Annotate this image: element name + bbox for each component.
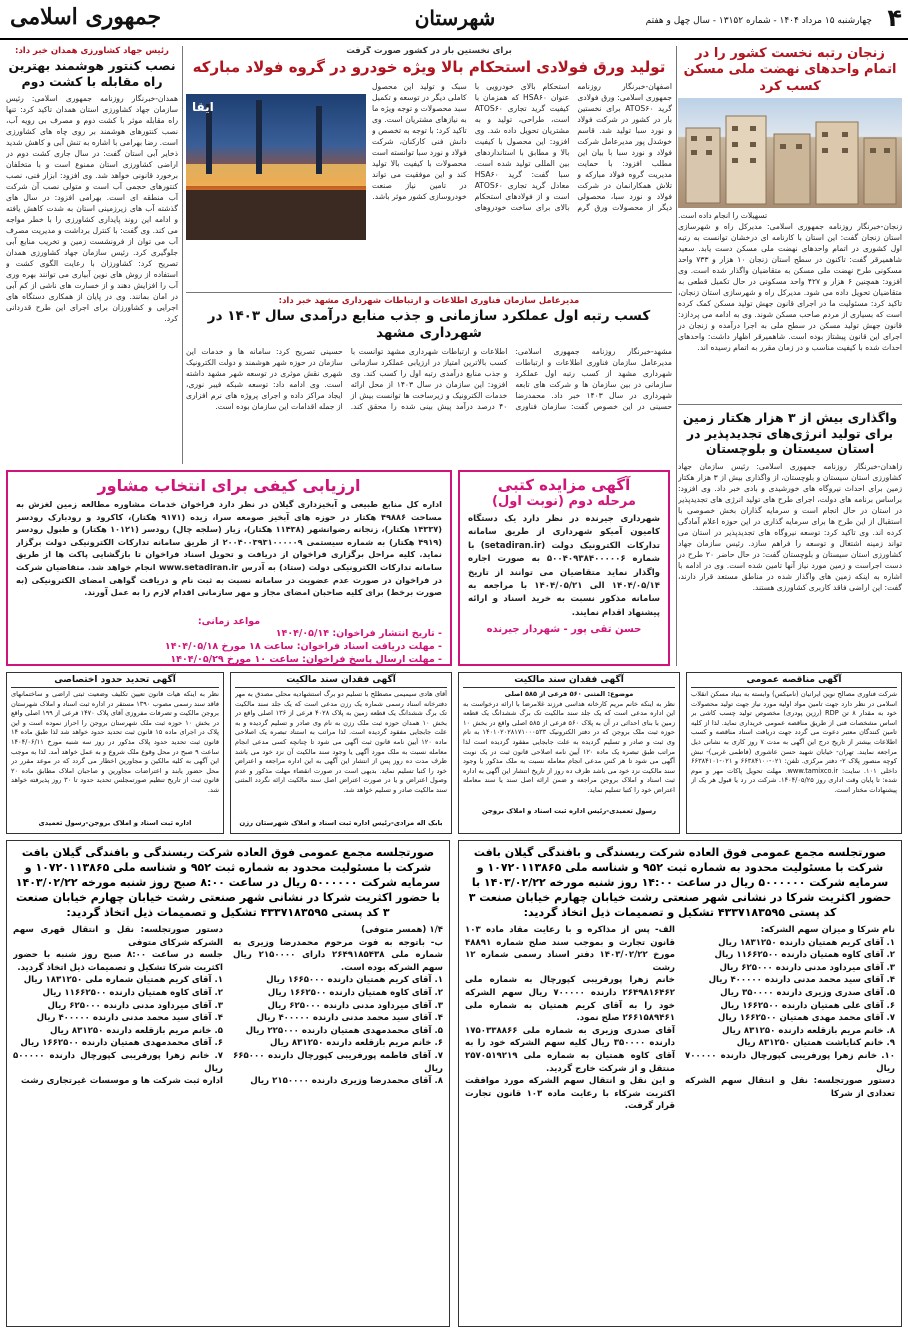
zanjan-photo xyxy=(678,98,902,208)
auction-title: آگهی مزایده کتبی xyxy=(497,476,631,494)
steel-title: تولید ورق فولادی استحکام بالا ویژه خودرو در گروه فولاد مبارکه xyxy=(192,58,666,76)
small-ad-boundary: آگهی تحدید حدود اختصاصی نظر به اینکه هیات قانون تعیین تکلیف وضعیت ثبتی اراضی و ساختمانهای فاقد سند رسمی مصوب ۱۳۹۰ مستقر در اداره ثبت اسناد و املاک شهرستان بروجن مالکیت و تصرفات مفروزی آقای پلاک ۱۴۷۰ فرعی از ۱۹۹ اصلی واقع در بخش ۱۰ حوزه ثبت ملک شهرستان بروجن را احراز نموده است و این پلاک در اجرای ماده ۱۵ قانون ثبت تحدید حدود خواهد شد لذا طبق ماده ۱۴ قانون ثبت تحدید حدود پلاک مذکور در روز سه شنبه مورخ ۱۴۰۴/۰۶/۱۱ ساعت ۹ صبح در محل وقوع ملک شروع و به عمل خواهد آمد. لذا به موجب این آگهی به کلیه مالکین و مجاورین اخطار می گردد که در موعد مقرر در محل حضور یابند و اعتراضات مجاورین و صاحبان املاک مطابق ماده ۲۰ قانون ثبت از تاریخ تنظیم صورتمجلس تحدید حدود تا ۳۰ روز پذیرفته خواهد شد. اداره ثبت اسناد و املاک بروجن-رسول تعمیدی xyxy=(6,672,224,834)
consultant-ad xyxy=(6,470,452,666)
consultant-body: اداره کل منابع طبیعی و آبخیزداری گیلان در نظر دارد فراخوان خدمات مشاوره مطالعه زمین لغزش به مساحت ۴۹۸۸۶ هکتار در حوزه های آبخیز صومعه سرا، زیده (۹۱۷۱ هکتار)، کاکرود و رودبارک رودسر (۱۴۳۳۷ هکتار)، زنجانه رضوانشهر (۱۱۴۳۸ هکتار)، زیار (سلجه چال) رودسر (۱۰۱۲۱ هکتار) و طبول رودسر (۴۹۱۹ هکتار) به شماره سیستمی ۲۰۰۴۰۰۳۹۳۱۰۰۰۰۰۹ از طریق سامانه تدارکات الکترونیکی دولت برگزار نماید. کلیه مراحل برگزاری فراخوان از دریافت و تحویل اسناد فراخوان تا بازگشایی پاکت ها از طریق سامانه تدارکات الکترونیکی دولت (ستاد) به آدرس www.setadiran.ir انجام خواهد شد. متقاضیان شرکت در فراخوان در صورت عدم عضویت در سامانه نسبت به ثبت نام و دریافت گواهی امضای الکترونیکی (به صورت برخط) برای کلیه صاحبان امضای مجاز و مهر سازمانی اقدام لازم را به عمل آورند. xyxy=(16,499,442,598)
steel-kicker: برای نخستین بار در کشور صورت گرفت xyxy=(346,46,512,56)
small-ad-lost-deed-burujen: آگهی فقدان سند مالکیت موضوع: المثنی ۵۶۰ فرعی از ۵۸۵ اصلی نظر به اینکه خانم مریم کارخانه هداسی فرزند غلامرضا با ارائه درخواست به این اداره مدعی است که یک جلد سند مالکیت تک برگ ششدانگ یک قطعه زمین با بنای احداثی در آن به پلاک ۵۶۰ فرعی از ۵۸۵ اصلی واقع در بخش ۱۰ حوزه ثبت ملک بروجن که در دفتر الکترونیک ۱۴۰۱۰۲۰۲۸۱۷۱۰۰۰۵۳۳ به نام وی ثبت و صادر و تسلیم گردیده به علت جابجایی مفقود گردیده است لذا مراتب طبق تبصره یک ماده ۱۲۰ آیین نامه اصلاحی قانون ثبت در یک نوبت آگهی می شود تا هر کس مدعی انجام معامله نسبت به ملک مذکور یا وجود سند مالکیت نزد خود می باشد ظرف ده روز از تاریخ انتشار این آگهی به اداره ثبت اسناد و املاک بروجن مراجعه و ضمن ارائه اصل سند یا سند معامله اعتراض خود را کتبا تسلیم نماید. رسول تعمیدی-رئیس اداره ثبت اسناد و املاک بروجن xyxy=(458,672,680,834)
steel-body: اصفهان-خبرنگار روزنامه جمهوری اسلامی: ورق فولادی گرید ATOS۶۰ برای نخستین بار در کشور در شرکت فولاد و نورد سبا تولید شد. قاسم خوشدل پور مدیرعامل شرکت فولاد و نورد سبا با بیان این مطلب افزود: با حمایت مدیریت گروه فولاد مبارکه و تلاش همکارانمان در شرکت فولاد و نورد سبا، محصولی دیگر از محصولات ورق گرم استحکام بالای خودرویی با عنوان HSA۶۰ که همزمان با کیفیت گرید تجاری ATOS۶۰ است، طراحی، تولید و به مشتریان تحویل داده شد. وی افزود: این محصول با کیفیت بالا و مطابق با استانداردهای بین المللی تولید شده است. سبا گفت: گرید HSA۶۰ معادل گرید تجاری ATOS۶۰ است و از فولادهای استحکام بالای برای ساخت خودروهای سبک و تولید این محصول کاملی دیگر در توسعه و تکمیل سبد محصولات و توجه ویژه ما به نیازهای مشتریان است. وی تاکید کرد: با توجه به تخصص و دانش فنی کارکنان، شرکت فولاد و نورد سبا توانسته است محصولات با کیفیت بالا تولید کند و این موفقیت می تواند در تامین نیاز صنعت خودروسازی کشور موثر باشد. xyxy=(372,81,672,212)
mashhad-body: مشهد-خبرنگار روزنامه جمهوری اسلامی: مدیرعامل سازمان فناوری اطلاعات و ارتباطات شهرداری مشهد از کسب رتبه اول عملکرد سازمانی در بین سازمان ها و شرکت های تابعه شهرداری در سال ۱۴۰۳ خبر داد. محمدرضا حسینی در این خصوص گفت: سازمان فناوری اطلاعات و ارتباطات شهرداری مشهد توانست با کسب بالاترین امتیاز در ارزیابی عملکرد سازمانی و جذب منابع درآمدی رتبه اول را کسب کند. وی افزود: این سازمان در سال ۱۴۰۳ از محل ارائه خدمات الکترونیک و زیرساخت ها توانست بیش از ۴۰ درصد درآمد پیش بینی شده را محقق کند. حسینی تصریح کرد: سامانه ها و خدمات این سازمان در حوزه شهر هوشمند و دولت الکترونیک شهری نقش موثری در توسعه شهر مشهد داشته است. وی ادامه داد: توسعه شبکه فیبر نوری، ایجاد مراکز داده و اجرای پروژه های نرم افزاری از جمله اقدامات این سازمان بوده است. xyxy=(186,346,672,411)
consultant-dates-title: مواعد زمانی: xyxy=(197,616,261,627)
steel-article xyxy=(186,46,672,290)
meeting-items: ۱/۴ (همسر متوفی) ب- باتوجه به فوت مرحوم محمدرضا وزیری به شماره ملی ۲۶۴۹۱۸۵۴۳۸ دارای ۲۱۵۰۰۰۰ ریال سهم الشرکه بوده است. ۱. آقای کریم همتیان دارنده ۱۶۶۵۰۰۰ ریال ۲. آقای کاوه همتیان دارنده ۱۶۶۲۵۰۰ ریال ۳. آقای میرداود مدنی دارنده ۶۲۵۰۰۰ ریال ۴. آقای سید محمد مدنی دارنده ۴۰۰۰۰۰ ریال ۵. آقای محمدمهدی همتیان دارنده ۲۲۵۰۰۰ ریال ۶. خانم مریم بازقلعه دارنده ۸۳۱۲۵۰ ریال ۷. آقای فاطمه پورفریبی کپورچال دارنده ۶۶۵۰۰۰ ریال ۸. آقای محمدرضا وزیری دارنده ۲۱۵۰۰۰۰ ریال دستور صورتجلسه: نقل و انتقال قهری سهم الشرکه شرکای متوفی جلسه در ساعت ۸:۰۰ صبح روز شنبه با حضور اکثریت شرکا تشکیل و تصمیمات ذیل اتخاذ گردید. ۱. آقای کریم همتیان شماره ملی ۱۸۳۱۲۵۰ ریال ۲. آقای کاوه همتیان دارنده ۱۱۶۶۲۵۰۰ ریال ۳. آقای میرداود مدنی دارنده ۶۲۵۰۰۰ ریال ۴. آقای سید محمد مدنی دارنده ۴۰۰۰۰۰ ریال ۵. خانم مریم بازقلعه دارنده ۸۳۱۲۵۰ ریال ۶. آقای محمدمهدی همتیان دارنده ۱۶۶۲۵۰۰ ریال ۷. خانم زهرا پورفریبی کپورچال دارنده ۵۰۰۰۰۰ ریال اداره ثبت شرکت ها و موسسات غیرتجاری رشت xyxy=(13,925,443,1087)
page-header xyxy=(0,0,908,40)
consultant-dates xyxy=(16,627,442,666)
page-number: ۴ xyxy=(887,4,902,32)
date-row: - مهلت دریافت اسناد فراخوان: ساعت ۱۸ مورخ ۱۴۰۴/۰۵/۱۸ xyxy=(164,641,442,652)
mashhad-article xyxy=(186,296,672,464)
hamedan-kicker: رئیس جهاد کشاورزی همدان خبر داد: xyxy=(15,46,169,56)
consultant-title: ارزیابی کیفی برای انتخاب مشاور xyxy=(97,476,361,495)
sistan-article xyxy=(678,410,902,668)
date-row: - تاریخ انتشار فراخوان: ۱۴۰۴/۰۵/۱۴ xyxy=(275,628,442,639)
sistan-title: واگذاری بیش از ۳ هزار هکتار زمین برای تولید انرژی‌های تجدیدپذیر در استان سیستان و بلوچستان xyxy=(682,410,898,457)
mashhad-kicker: مدیرعامل سازمان فناوری اطلاعات و ارتباطات شهرداری مشهد خبر داد: xyxy=(278,296,580,306)
zanjan-body: زنجان-خبرنگار روزنامه جمهوری اسلامی: مدیرکل راه و شهرسازی استان زنجان گفت: این استان با کارنامه ای درخشان توانست به رتبه اول کشوری در اتمام واحدهای نهضت ملی مسکن دست یابد. سعید شاهمیرقر گفت: تاکنون در سطح استان زنجان ۱۰ هزار و ۷۳۳ واحد مسکونی طرح نهضت ملی مسکن به متقاضیان واگذار شده است. وی افزود: همچنین ۶ هزار و ۴۲۷ واحد مسکونی در حال تکمیل قطعی به متقاضیان تحویل داده می شود. مدیرکل راه و شهرسازی استان زنجان، تاکید کرد: مسئولیت ما در اجرای قانون جهش تولید مسکن کمک کرده است که بسیاری از مردم صاحب مسکن شوند. وی به ادامه می پردازد: قانون جهش تولید مسکن در سطح ملی به اجرا درآمده و زنجان در اجرای این قانون پیشتاز بوده است. شاهمیرقر اظهار داشت: واحدهای احداث شده با کیفیت مناسب و در زمان مقرر به اتمام رسیده اند. xyxy=(678,221,902,352)
mashhad-title: کسب رتبه اول عملکرد سازمانی و جذب منابع درآمدی سال ۱۴۰۳ در شهرداری مشهد xyxy=(207,308,651,341)
auction-ad xyxy=(458,470,670,666)
date-line: چهارشنبه ۱۵ مرداد ۱۴۰۴ - شماره ۱۳۱۵۲ - سال چهل و هفتم xyxy=(645,16,872,26)
auction-subtitle: مرحله دوم (نوبت اول) xyxy=(492,494,636,509)
zanjan-article xyxy=(678,46,902,402)
section-title: شهرستان xyxy=(414,6,496,30)
auction-signature: حسن تقی پور - شهردار جیرنده xyxy=(486,624,642,636)
hamedan-title: نصب کنتور هوشمند بهترین راه مقابله با کشت دوم xyxy=(8,58,176,89)
date-row: - مهلت ارسال پاسخ فراخوان: ساعت ۱۰ مورخ ۱۴۰۴/۰۵/۲۹ xyxy=(170,654,442,665)
hamedan-article xyxy=(6,46,178,464)
newspaper-logo: جمهوری اسلامی xyxy=(10,4,162,30)
small-ad-tender: آگهی مناقصه عمومی شرکت فناوری مصالح نوین ایرانیان (نامیکس) وابسته به بنیاد مسکن انقلاب اسلامی در نظر دارد جهت تامین مواد اولیه مورد نیاز جهت تولید محصولات خود به مقدار ۸ تن RDP (رزین پودری) مخصوص تولید چسب کاشی بر اساس مشخصات فنی از طریق مناقصه عمومی خریداری نماید. لذا از کلیه تامین کنندگان معتبر دعوت می گردد جهت دریافت اسناد مناقصه و کسب اطلاعات بیشتر از تاریخ درج این آگهی به مدت ۷ روز کاری به نشانی ذیل مراجعه نمایند. تهران- خیابان شهید حسن عاشوری (فاطمی غربی)- نبش کوچه منصور پلاک ۲- دفتر مرکزی. تلفن: ۰۲۱-۶۶۳۸۴۱۰۰ و ۰۲۱-۶۶۳۸۴۱۰۱ داخلی ۱۰۱. سایت: www.tamixco.ir. مهلت تحویل پاکات مهر و موم شده: تا پایان وقت اداری روز ۱۴۰۴/۰۵/۲۵. شرکت در رد یا قبول هر یک از پیشنهادات مختار است. xyxy=(686,672,902,834)
sistan-body: زاهدان-خبرنگار روزنامه جمهوری اسلامی: رئیس سازمان جهاد کشاورزی استان سیستان و بلوچستان، از واگذاری بیش از ۳ هزار هکتار زمین برای احداث نیروگاه های خورشیدی و بادی خبر داد. وی افزود: براساس برنامه های دولت، اجرای طرح های تولید انرژی های تجدیدپذیر در استان در حال انجام است و سرمایه گذاران بخش خصوصی با استقبال از این طرح ها برای سرمایه گذاری در این حوزه اعلام آمادگی کرده اند. وی تاکید کرد: توسعه نیروگاه های تجدیدپذیر در استان می تواند زمینه اشتغال و توسعه را فراهم سازد. رئیس سازمان جهاد کشاورزی استان سیستان و بلوچستان گفت: در حال حاضر ۲۰ طرح در دست اجراست و زمین مورد نیاز آنها تامین شده است. وی در ادامه با اشاره به اینکه زمین های واگذار شده در مناطق مستعد قرار دارند، گفت: این اراضی فاقد کاربری کشاورزی هستند. xyxy=(678,461,902,592)
small-ad-lost-deed-razan: آگهی فقدان سند مالکیت آقای هادی سیمیمی مصطلح با تسلیم دو برگ استشهادیه محلی مصدق به مهر دفترخانه اسناد رسمی شماره یک رزن مدعی است که یک جلد سند مالکیت تک برگ ششدانگ یک قطعه زمین به پلاک ۴۰۲۸ فرعی از ۱۳۶ اصلی واقع در بخش ۱۰ همدان حوزه ثبت ملک رزن به نام وی صادر و تسلیم گردیده و به علت جابجایی مفقود گردیده است. لذا مراتب به استناد تبصره یک اصلاحی ماده ۱۲۰ آیین نامه قانون ثبت آگهی می شود تا چنانچه کسی مدعی انجام معامله نسبت به ملک مورد آگهی یا وجود سند مالکیت آن نزد خود می باشد ظرف مدت ده روز پس از انتشار این آگهی به این اداره مراجعه و اعتراض خود را کتبا تسلیم نماید. بدیهی است در صورت انقضاء مهلت مذکور و عدم وصول اعتراض و یا در صورت اعتراض اصل سند مالکیت ارائه نگردد المثنی سند مالکیت صادر و تسلیم خواهد شد. بابک اله مرادی-رئیس اداره ثبت اسناد و املاک شهرستان رزن xyxy=(230,672,452,834)
auction-body: شهرداری جیرنده در نظر دارد یک دستگاه کامیون آمیکو شهرداری از طریق سامانه تدارکات الکترونیک دولت (setadiran.ir) با شماره ۵۰۰۴۰۹۳۸۴۰۰۰۰۰۶ به صورت اجاره واگذار نماید متقاضیان می توانند از تاریخ ۱۴۰۴/۰۵/۱۴ الی ۱۴۰۴/۰۵/۲۱ با مراجعه به سامانه مذکور نسبت به خرید اسناد و ارائه پیشنهاد اقدام نمایند. xyxy=(468,514,661,618)
hamedan-body: همدان-خبرنگار روزنامه جمهوری اسلامی: رئیس سازمان جهاد کشاورزی استان همدان تاکید کرد: تنها راه مقابله موثر با کشت دوم و مصرف بی رویه آب، نصب کنتورهای هوشمند بر روی چاه های کشاورزی است. رضا بهرامی با اشاره به تنش آبی و کاهش شدید ذخایر آبی استان گفت: در سال جاری کشت دوم در اراضی کشاورزی استان ممنوع است و با متخلفان برخورد قانونی خواهد شد. وی افزود: ابزار فنی، نصب کنتورهای حجمی آب است و متولی نصب آن شرکت آب منطقه ای است. بهرامی افزود: در سال های گذشته آب های زیرزمینی استان به شدت کاهش یافته و ادامه این روند پایداری کشاورزی را با خطر مواجه می کند. وی گفت: با کنترل برداشت و مدیریت مصرف آب می توان از فرونشست زمین و تخریب منابع آبی جلوگیری کرد. رئیس سازمان جهاد کشاورزی همدان تصریح کرد: کشاورزان با رعایت الگوی کشت و استفاده از روش های نوین آبیاری می توانند بهره وری آب را افزایش دهند و از خسارت های ناشی از کم آبی در امان بمانند. وی در پایان از همکاری دستگاه های اجرایی و کشاورزان برای اجرای این طرح قدردانی کرد. xyxy=(6,94,178,324)
zanjan-title: زنجان رتبه نخست کشور را در اتمام واحدهای نهضت ملی مسکن کسب کرد xyxy=(683,46,897,94)
meeting-ad-right: صورتجلسه مجمع عمومی فوق العاده شرکت ریسندگی و بافندگی گیلان بافت شرکت با مسئولیت محدود به شماره ثبت ۹۵۲ و شناسه ملی ۱۰۷۲۰۱۱۳۸۶۵ و سرمایه شرکت ۵۰۰۰۰۰۰ ریال در ساعت ۱۴:۰۰ روز شنبه مورخه ۱۴۰۳/۰۲/۲۲ با حضور اکثریت شرکا در نشانی شهر صنعتی رشت خیابان چهارم خیابان صنعت ۳ کد پستی ۴۳۳۷۱۸۳۵۹۵ تشکیل و تصمیمات ذیل اتخاذ گردید: نام شرکا و میزان سهم الشرکه: ۱. آقای کریم همتیان دارنده ۱۸۳۱۲۵۰ ریال ۲. آقای کاوه همتیان دارنده ۱۱۶۶۲۵۰۰ ریال ۳. آقای میرداود مدنی دارنده ۶۲۵۰۰۰ ریال ۴. آقای سید محمد مدنی دارنده ۴۰۰۰۰۰ ریال ۵. آقای صدری وزیری دارنده ۳۵۰۰۰۰ ریال ۶. آقای علی همتیان دارنده ۱۶۶۲۵۰۰ ریال ۷. آقای محمد مهدی همتیان ۱۶۶۲۵۰۰ ریال ۸. خانم مریم بازقلعه دارنده ۸۳۱۲۵۰ ریال ۹. خانم کنایاشت همتیان ۸۳۱۲۵۰ ریال ۱۰. خانم زهرا پورفریبی کپورچال دارنده ۷۰۰۰۰۰ ریال دستور صورتجلسه: نقل و انتقال سهم الشرکه تعدادی از شرکا الف- پس از مذاکره و با رعایت مقاد ماده ۱۰۳ قانون تجارت و بموجب سند صلح شماره ۴۸۸۹۱ مورخ ۱۴۰۳/۰۲/۲۲ دفتر اسناد رسمی شماره ۱۲ رشت خانم زهرا پورفریبی کپورچال به شماره ملی ۲۶۴۹۸۱۶۴۶۲ دارنده ۷۰۰۰۰۰ ریال سهم الشرکه خود را به آقای کریم همتیان به شماره ملی ۲۶۶۱۵۸۹۴۶۱ صلح نمود. آقای صدری وزیری به شماره ملی ۱۷۵۰۳۳۸۸۶۶ دارنده ۳۵۰۰۰۰ ریال کلیه سهم الشرکه خود را به آقای کاوه همتیان به شماره ملی ۲۵۷۰۵۱۹۲۱۹ منتقل و از شرکت خارج گردید. و این نقل و انتقال سهم الشرکه مورد موافقت اکثریت شرکاء با رعایت ماده ۱۰۳ قانون تجارت قرار گرفت. xyxy=(458,840,902,1327)
steel-photo-label: ایقا xyxy=(192,100,214,114)
zanjan-caption: تسهیلات را انجام داده است. xyxy=(678,210,768,220)
steel-photo xyxy=(186,94,366,240)
meeting-items: نام شرکا و میزان سهم الشرکه: ۱. آقای کریم همتیان دارنده ۱۸۳۱۲۵۰ ریال ۲. آقای کاوه همتیان دارنده ۱۱۶۶۲۵۰۰ ریال ۳. آقای میرداود مدنی دارنده ۶۲۵۰۰۰ ریال ۴. آقای سید محمد مدنی دارنده ۴۰۰۰۰۰ ریال ۵. آقای صدری وزیری دارنده ۳۵۰۰۰۰ ریال ۶. آقای علی همتیان دارنده ۱۶۶۲۵۰۰ ریال ۷. آقای محمد مهدی همتیان ۱۶۶۲۵۰۰ ریال ۸. خانم مریم بازقلعه دارنده ۸۳۱۲۵۰ ریال ۹. خانم کنایاشت همتیان ۸۳۱۲۵۰ ریال ۱۰. خانم زهرا پورفریبی کپورچال دارنده ۷۰۰۰۰۰ ریال دستور صورتجلسه: نقل و انتقال سهم الشرکه تعدادی از شرکا الف- پس از مذاکره و با رعایت مقاد ماده ۱۰۳ قانون تجارت و بموجب سند صلح شماره ۴۸۸۹۱ مورخ ۱۴۰۳/۰۲/۲۲ دفتر اسناد رسمی شماره ۱۲ رشت خانم زهرا پورفریبی کپورچال به شماره ملی ۲۶۴۹۸۱۶۴۶۲ دارنده ۷۰۰۰۰۰ ریال سهم الشرکه خود را به آقای کریم همتیان به شماره ملی ۲۶۶۱۵۸۹۴۶۱ صلح نمود. آقای صدری وزیری به شماره ملی ۱۷۵۰۳۳۸۸۶۶ دارنده ۳۵۰۰۰۰ ریال کلیه سهم الشرکه خود را به آقای کاوه همتیان به شماره ملی ۲۵۷۰۵۱۹۲۱۹ منتقل و از شرکت خارج گردید. و این نقل و انتقال سهم الشرکه مورد موافقت اکثریت شرکاء با رعایت ماده ۱۰۳ قانون تجارت قرار گرفت. xyxy=(465,925,895,1112)
meeting-ad-left: صورتجلسه مجمع عمومی فوق العاده شرکت ریسندگی و بافندگی گیلان بافت شرکت با مسئولیت محدود به شماره ثبت ۹۵۲ و شناسه ملی ۱۰۷۲۰۱۱۳۸۶۵ و سرمایه شرکت ۵۰۰۰۰۰۰ ریال در ساعت ۸:۰۰ صبح روز شنبه مورخه ۱۴۰۳/۰۲/۲۲ با حضور اکثریت شرکا در نشانی شهر صنعتی رشت خیابان چهارم خیابان صنعت ۳ کد پستی ۴۳۳۷۱۸۳۵۹۵ تشکیل و تصمیمات ذیل اتخاذ گردید: ۱/۴ (همسر متوفی) ب- باتوجه به فوت مرحوم محمدرضا وزیری به شماره ملی ۲۶۴۹۱۸۵۴۳۸ دارای ۲۱۵۰۰۰۰ ریال سهم الشرکه بوده است. ۱. آقای کریم همتیان دارنده ۱۶۶۵۰۰۰ ریال ۲. آقای کاوه همتیان دارنده ۱۶۶۲۵۰۰ ریال ۳. آقای میرداود مدنی دارنده ۶۲۵۰۰۰ ریال ۴. آقای سید محمد مدنی دارنده ۴۰۰۰۰۰ ریال ۵. آقای محمدمهدی همتیان دارنده ۲۲۵۰۰۰ ریال ۶. خانم مریم بازقلعه دارنده ۸۳۱۲۵۰ ریال ۷. آقای فاطمه پورفریبی کپورچال دارنده ۶۶۵۰۰۰ ریال ۸. آقای محمدرضا وزیری دارنده ۲۱۵۰۰۰۰ ریال دستور صورتجلسه: نقل و انتقال قهری سهم الشرکه شرکای متوفی جلسه در ساعت ۸:۰۰ صبح روز شنبه با حضور اکثریت شرکا تشکیل و تصمیمات ذیل اتخاذ گردید. ۱. آقای کریم همتیان شماره ملی ۱۸۳۱۲۵۰ ریال ۲. آقای کاوه همتیان دارنده ۱۱۶۶۲۵۰۰ ریال ۳. آقای میرداود مدنی دارنده ۶۲۵۰۰۰ ریال ۴. آقای سید محمد مدنی دارنده ۴۰۰۰۰۰ ریال ۵. خانم مریم بازقلعه دارنده ۸۳۱۲۵۰ ریال ۶. آقای محمدمهدی همتیان دارنده ۱۶۶۲۵۰۰ ریال ۷. خانم زهرا پورفریبی کپورچال دارنده ۵۰۰۰۰۰ ریال اداره ثبت شرکت ها و موسسات غیرتجاری رشت xyxy=(6,840,450,1327)
